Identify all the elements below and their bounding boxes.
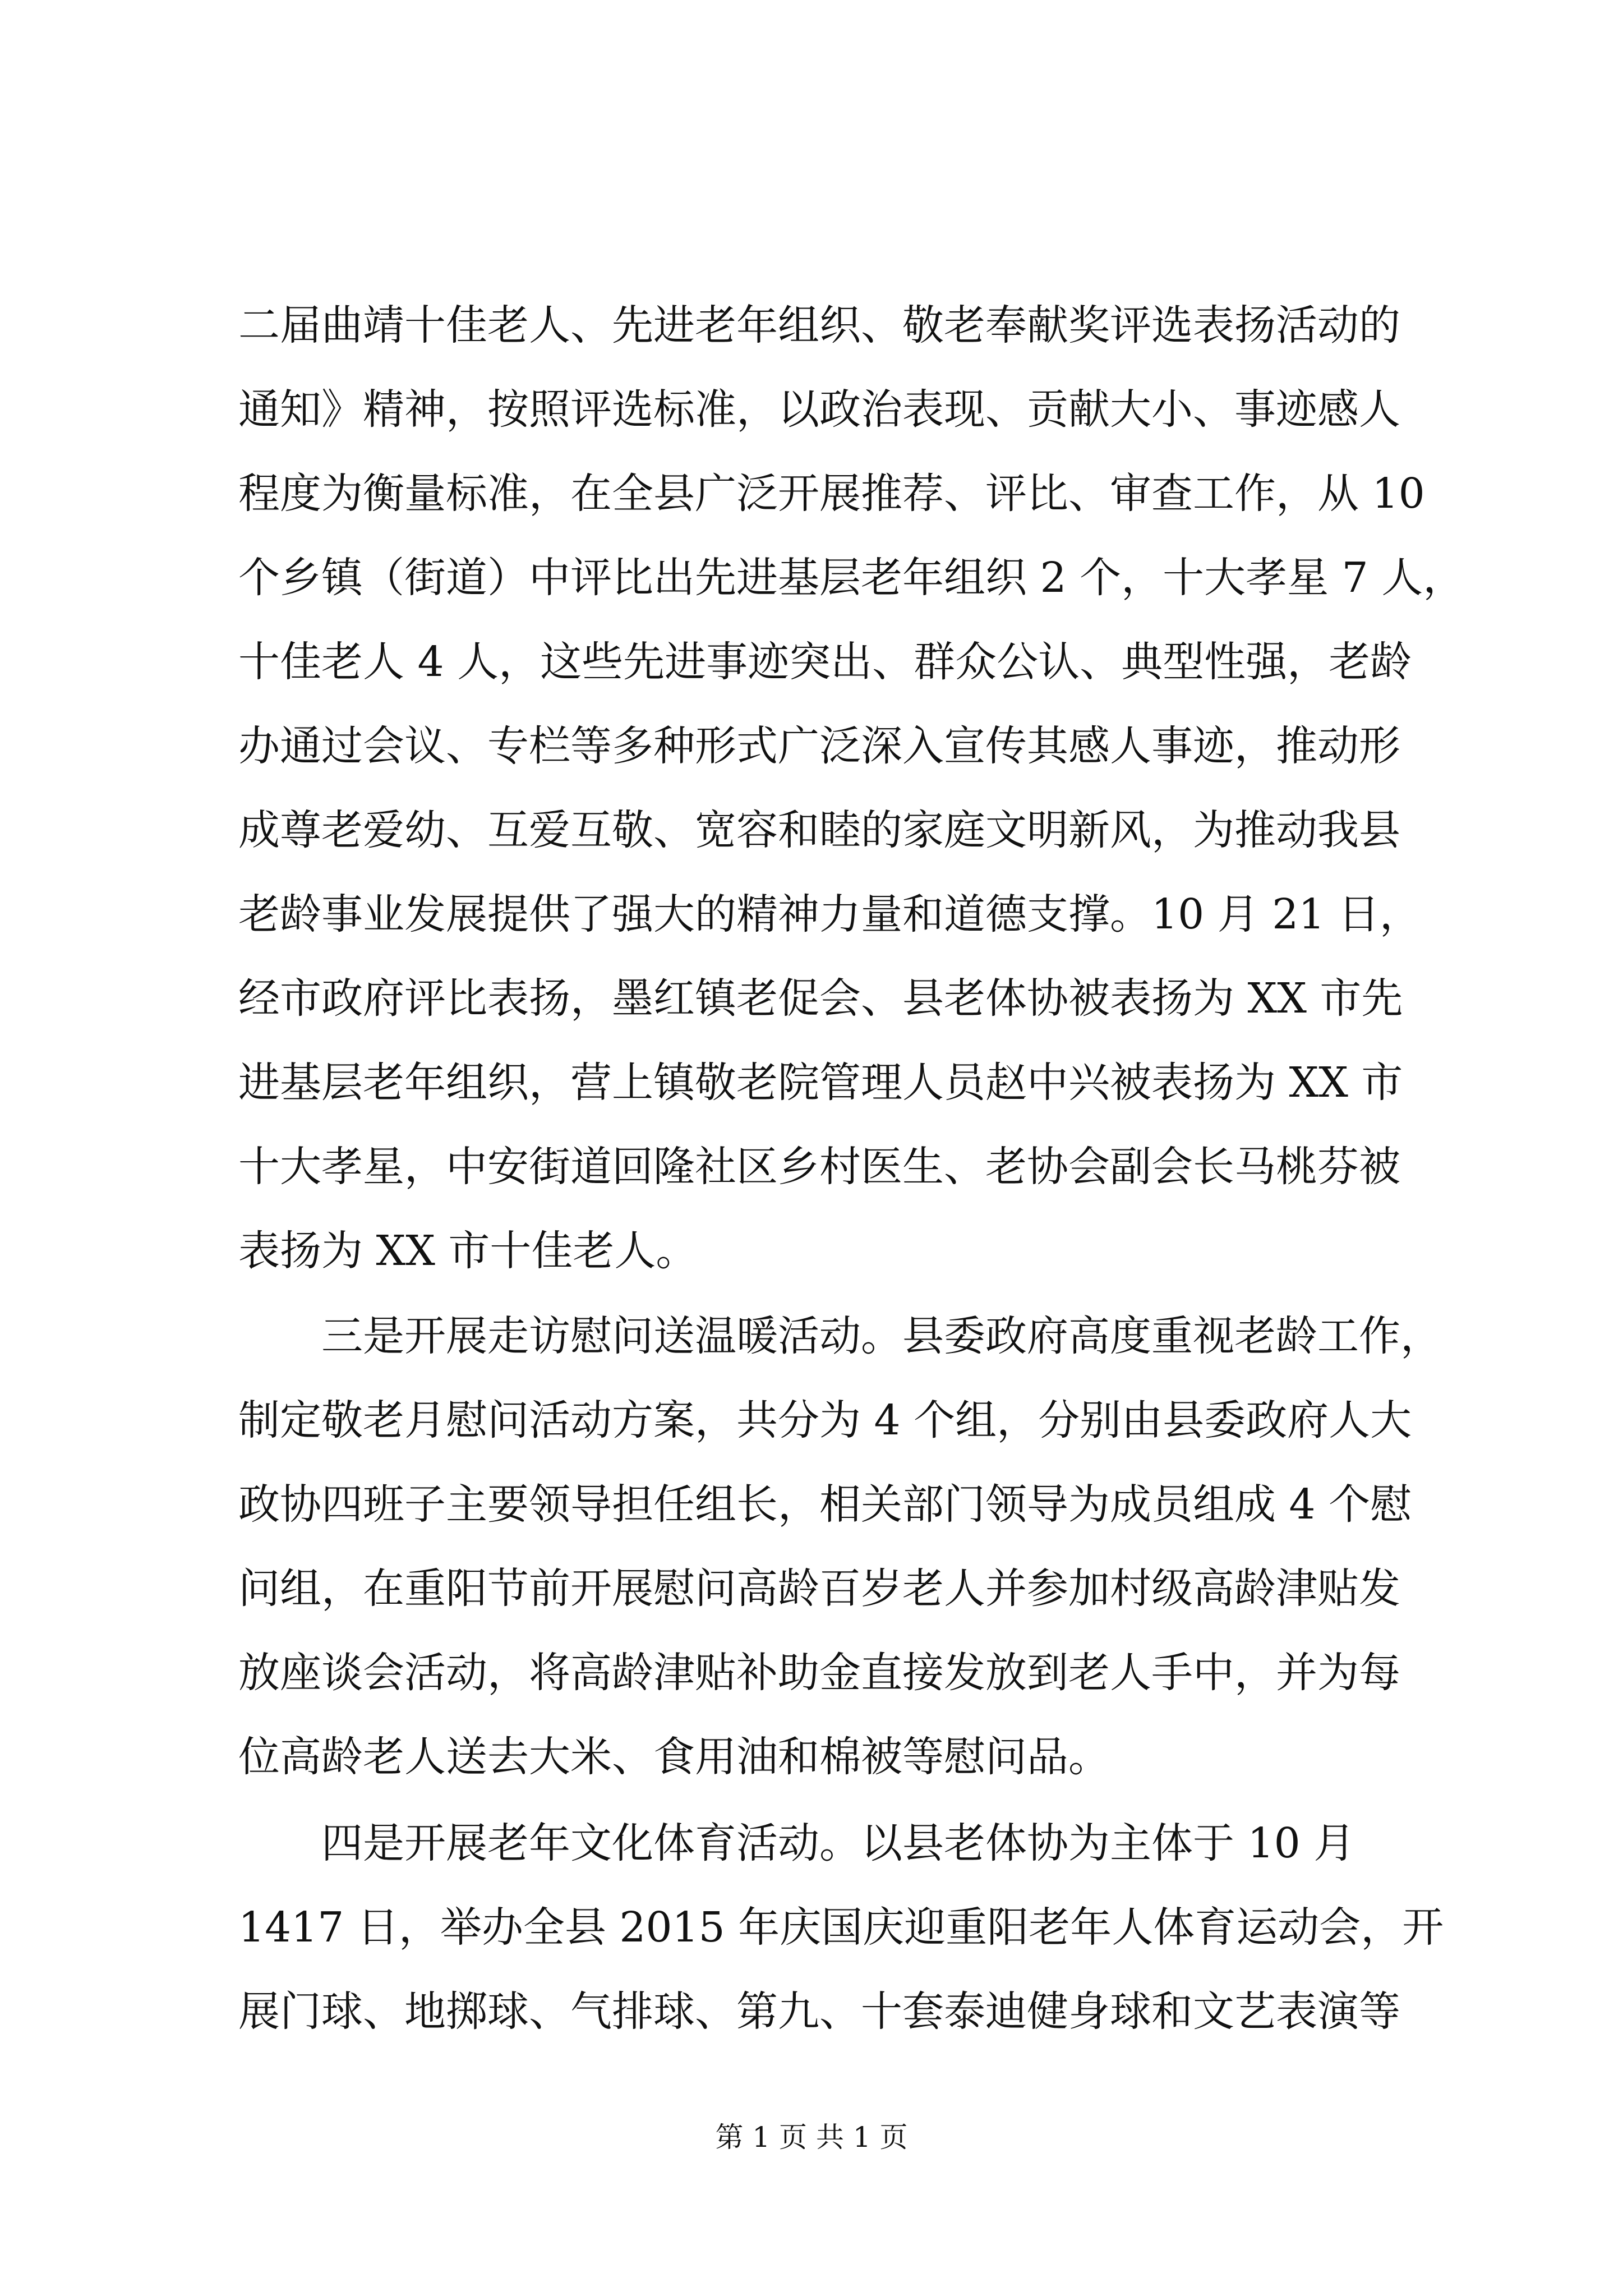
text-line: 十大孝星，中安街道回隆社区乡村医生、老协会副会长马桃芬被 [238, 1143, 1400, 1191]
text-line: 程度为衡量标准，在全县广泛开展推荐、评比、审查工作，从 10 [238, 470, 1425, 518]
text-line: 十佳老人 4 人，这些先进事迹突出、群众公认、典型性强，老龄 [238, 638, 1412, 686]
text-line: 成尊老爱幼、互爱互敬、宽容和睦的家庭文明新风，为推动我县 [238, 806, 1400, 854]
text-line: 二届曲靖十佳老人、先进老年组织、敬老奉献奖评选表扬活动的 [238, 301, 1400, 349]
text-line: 1417 日，举办全县 2015 年庆国庆迎重阳老年人体育运动会，开 [238, 1903, 1444, 1952]
page-number-footer: 第 1 页 共 1 页 [715, 2121, 908, 2154]
text-line: 问组，在重阳节前开展慰问高龄百岁老人并参加村级高龄津贴发 [238, 1565, 1400, 1613]
text-line: 政协四班子主要领导担任组长，相关部门领导为成员组成 4 个慰 [238, 1480, 1412, 1529]
text-line: 展门球、地掷球、气排球、第九、十套泰迪健身球和文艺表演等 [238, 1987, 1400, 2036]
text-line: 位高龄老人送去大米、食用油和棉被等慰问品。 [238, 1733, 1110, 1781]
paragraph-start-line: 三是开展走访慰问送温暖活动。县委政府高度重视老龄工作， [321, 1312, 1442, 1360]
paragraph-start-line: 四是开展老年文化体育活动。以县老体协为主体于 10 月 [321, 1819, 1355, 1867]
text-line: 进基层老年组织，营上镇敬老院管理人员赵中兴被表扬为 XX 市 [238, 1059, 1403, 1107]
text-line: 制定敬老月慰问活动方案，共分为 4 个组，分别由县委政府人大 [238, 1396, 1412, 1444]
text-line: 放座谈会活动，将高龄津贴补助金直接发放到老人手中，并为每 [238, 1649, 1400, 1697]
text-line: 老龄事业发展提供了强大的精神力量和道德支撑。10 月 21 日， [238, 890, 1421, 938]
text-line: 经市政府评比表扬，墨红镇老促会、县老体协被表扬为 XX 市先 [238, 974, 1403, 1023]
text-line: 办通过会议、专栏等多种形式广泛深入宣传其感人事迹，推动形 [238, 722, 1400, 770]
text-line: 个乡镇（街道）中评比出先进基层老年组织 2 个，十大孝星 7 人， [238, 554, 1465, 602]
text-line: 表扬为 XX 市十佳老人。 [238, 1227, 698, 1275]
text-line: 通知》精神，按照评选标准，以政治表现、贡献大小、事迹感人 [238, 385, 1400, 434]
